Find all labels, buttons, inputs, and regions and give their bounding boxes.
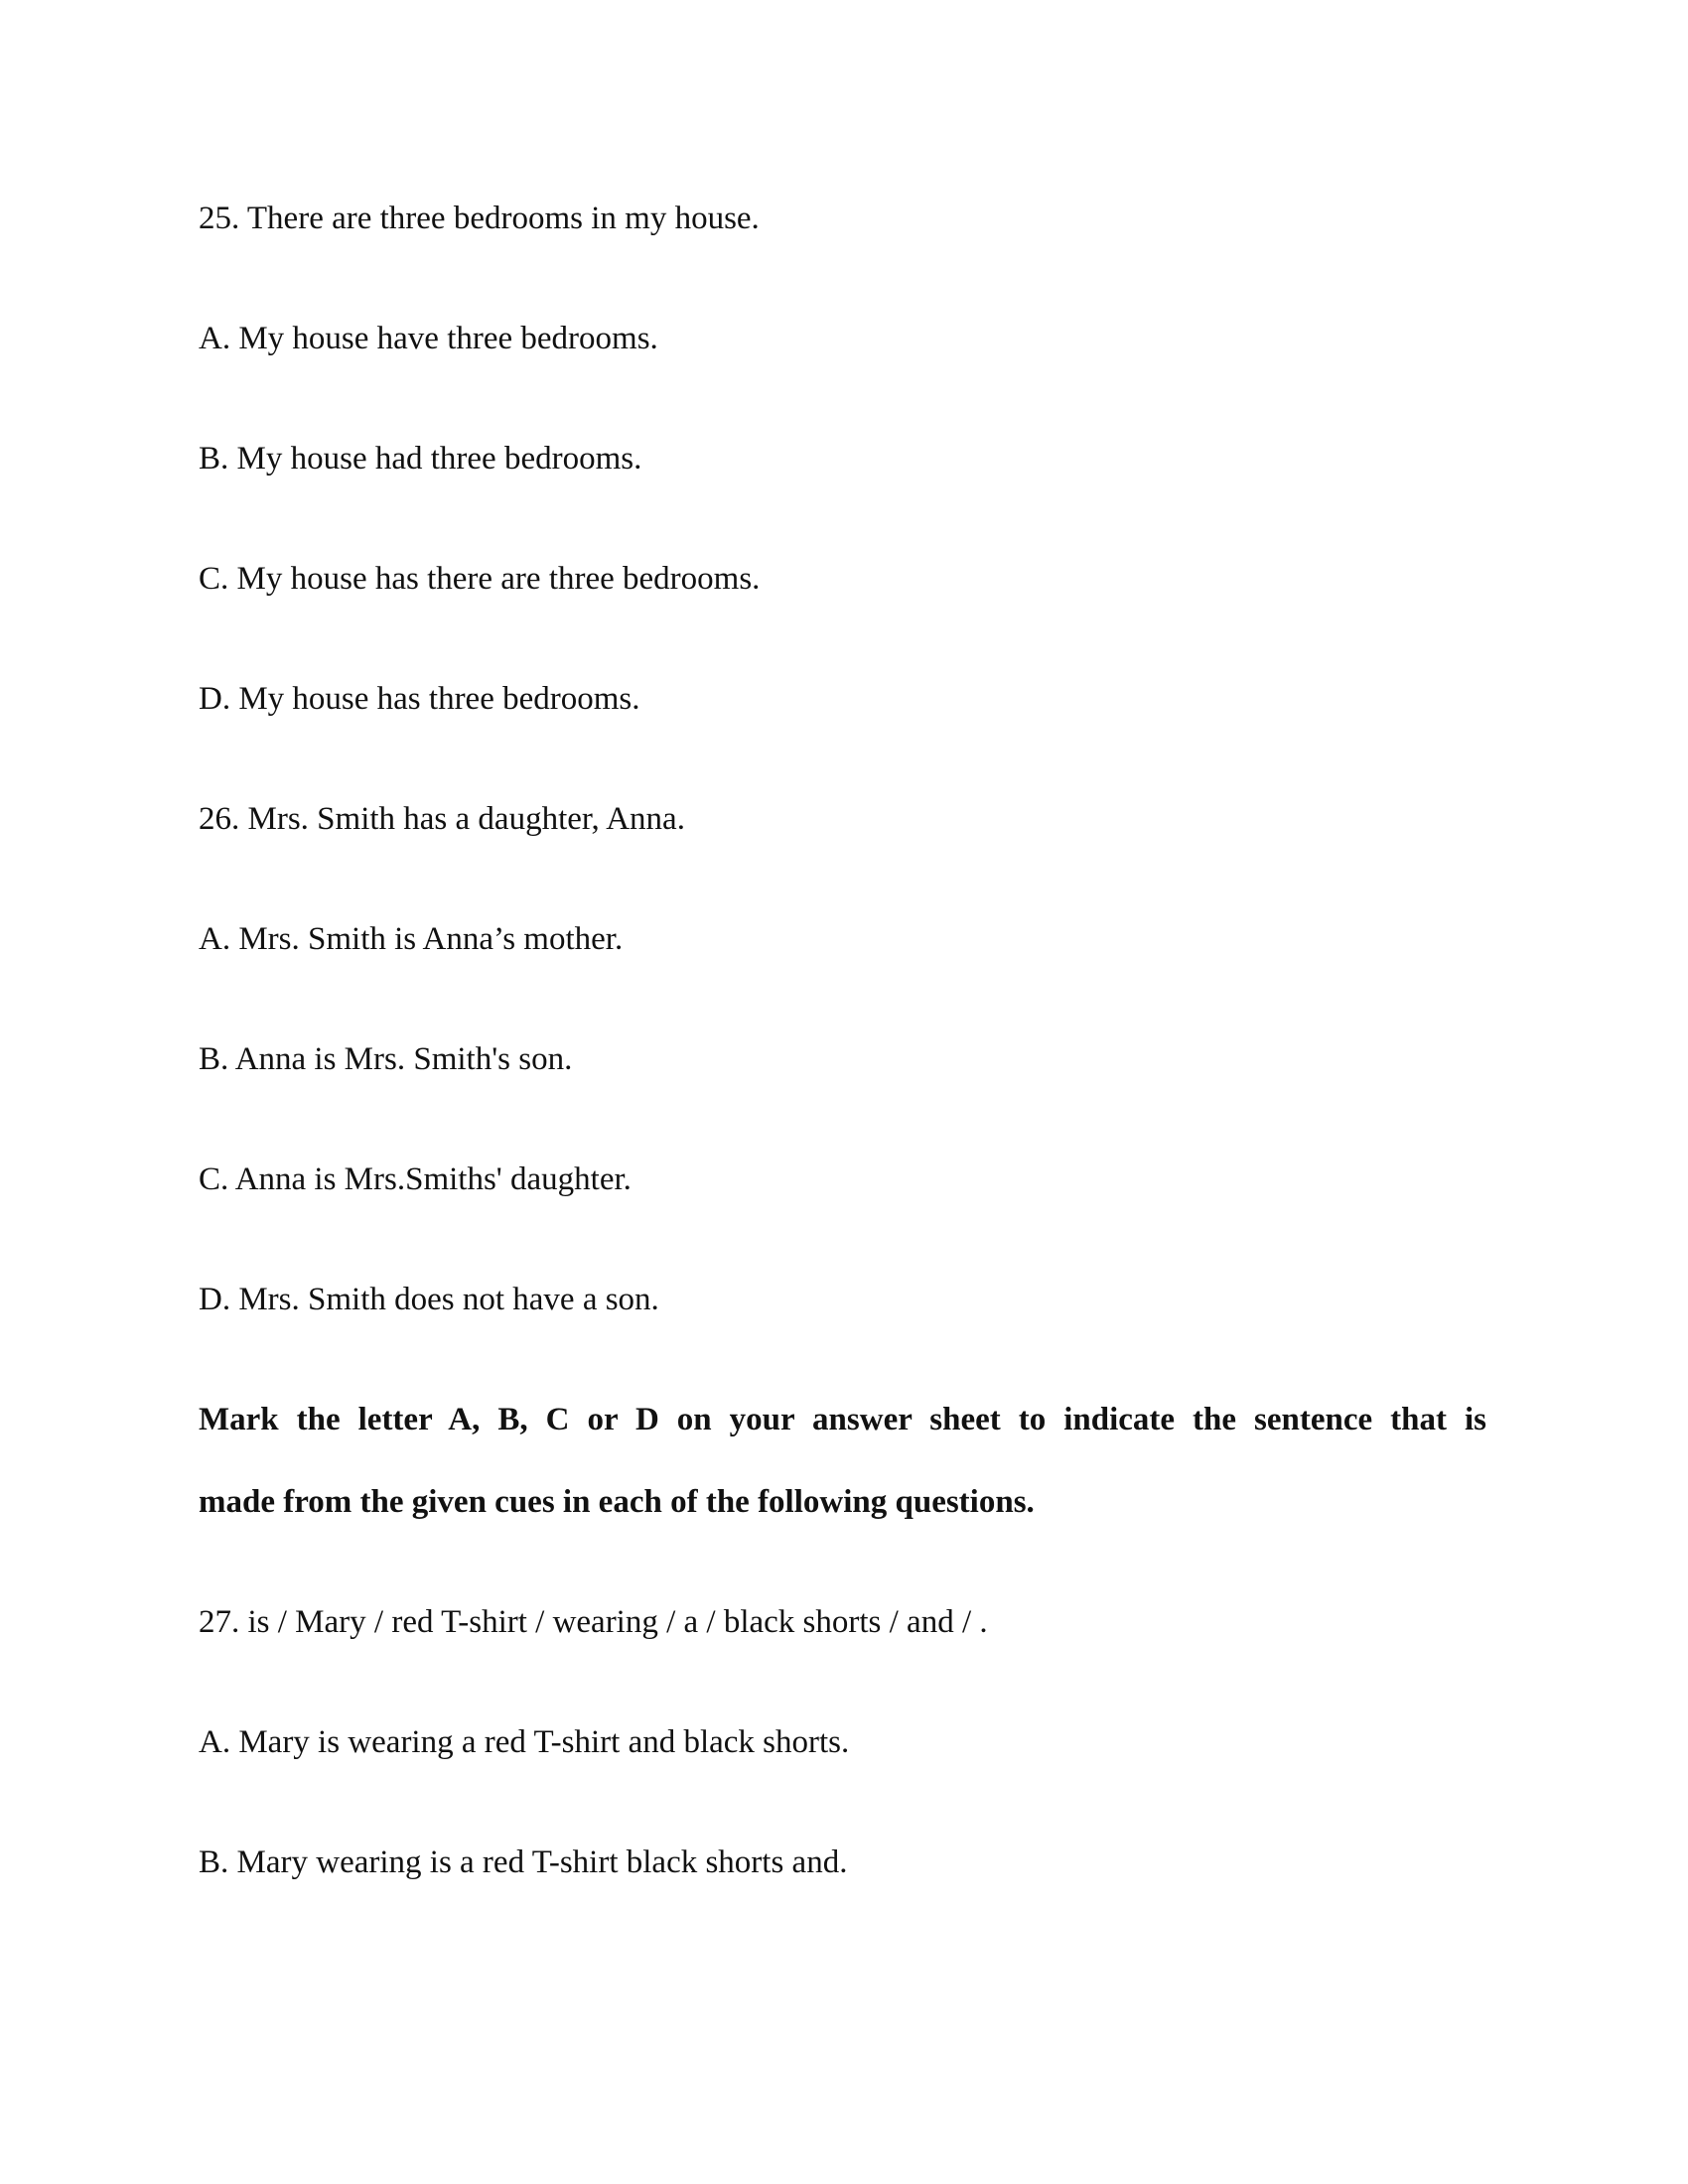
question-25-option-b: B. My house had three bedrooms. bbox=[199, 441, 642, 477]
question-26-option-c: C. Anna is Mrs.Smiths' daughter. bbox=[199, 1161, 632, 1197]
question-27-prompt: 27. is / Mary / red T-shirt / wearing / a / black shorts / and / . bbox=[199, 1604, 988, 1640]
question-26-option-b: B. Anna is Mrs. Smith's son. bbox=[199, 1041, 573, 1077]
instruction-line-2: made from the given cues in each of the following questions. bbox=[199, 1484, 1035, 1520]
section-instruction bbox=[199, 1400, 1486, 1522]
question-25-option-d: D. My house has three bedrooms. bbox=[199, 681, 640, 717]
question-25-option-a: A. My house have three bedrooms. bbox=[199, 321, 658, 356]
question-26-option-a: A. Mrs. Smith is Anna’s mother. bbox=[199, 921, 624, 957]
question-25-prompt: 25. There are three bedrooms in my house. bbox=[199, 201, 760, 236]
question-27-option-b: B. Mary wearing is a red T-shirt black shorts and. bbox=[199, 1844, 848, 1880]
question-26-prompt: 26. Mrs. Smith has a daughter, Anna. bbox=[199, 801, 685, 837]
instruction-line-1: Mark the letter A, B, C or D on your answer sheet to indicate the sentence that is bbox=[199, 1402, 1486, 1437]
question-27-option-a: A. Mary is wearing a red T-shirt and black shorts. bbox=[199, 1724, 850, 1760]
question-25-option-c: C. My house has there are three bedrooms. bbox=[199, 561, 761, 597]
question-26-option-d: D. Mrs. Smith does not have a son. bbox=[199, 1282, 659, 1317]
